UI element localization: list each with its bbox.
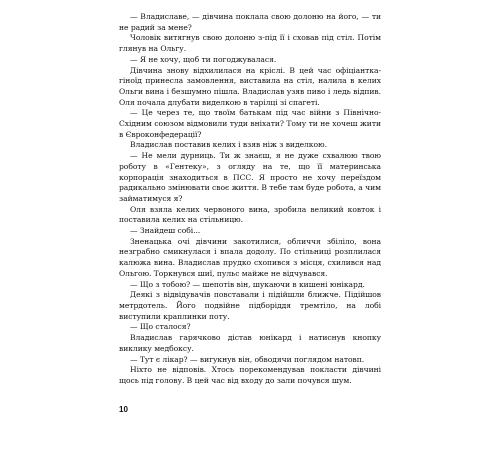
paragraph: Чоловік витягнув свою долоню з-під її і сховав під стіл. Потім глянув на Ольгу. [119,33,381,54]
paragraph: Зненацька очі дівчини закотилися, обличчя збіліло, вона незграбно смикнулася і впала додолу. По стільниці розплилася калюжа вина. Владислав прудко схопився з місця, схилився над Ольгою. Торкнувся шиї, пульс майже не відчувався. [119,236,381,278]
paragraph: — Що з тобою? — шепотів він, шукаючи в кишені юнікард. [130,279,365,289]
paragraph: Деякі з відвідувачів повставали і підійшли ближче. Підійшов метрдотель. Його подвійне підборіддя тремтіло, на лобі виступили краплинки поту. [119,290,381,321]
paragraph: — Тут є лікар? — вигукнув він, обводячи поглядом натовп. [130,354,365,364]
paragraph: Ніхто не відповів. Хтось порекомендував покласти дівчині щось під голову. В цей час від входу до зали почувся шум. [119,365,381,385]
paragraph: — Владиславе, — дівчина поклала свою долоню на його, — ти не радий за мене? [119,12,381,32]
paragraph: — Я не хочу, щоб ти погоджувалася. [130,54,277,64]
page-text-block [119,12,381,387]
paragraph: Владислав гарячково дістав юнікард і натиснув кнопку виклику медбоксу. [119,333,381,353]
paragraph: — Це через те, що твоїм батькам під час війни з Північно-Східним союзом відмовили туди вніхати? Тому ти не хочеш жити в Євроконфедерації? [119,108,381,139]
paragraph: Дівчина знову відхилилася на кріслі. В цей час офіціантка-гіноїд принесла замовлення, виставила на стіл, налила в келих Ольги вина і безшумно пішла. Владислав узяв пиво і ледь відпив. Оля почала длубати виделкою в тарілці зі спагеті. [119,65,381,107]
paragraph: — Знайдеш собі... [130,226,201,236]
paragraph: — Що сталося? [130,322,191,332]
paragraph: — Не мели дурниць. Ти ж знаєш, я не дуже схвалюю твою роботу в «Гентеку», з огляду на те, що її материнська корпорація знаходиться в ПСС. Я просто не хочу переїздом радикально змінювати своє життя. В тебе там буде робота, а чим займатимуся я? [119,151,381,203]
paragraph: Оля взяла келих червоного вина, зробила великий ковток і поставила келих на стільницю. [119,204,381,225]
page-number: 10 [119,405,128,414]
paragraph: Владислав поставив келих і взяв ніж з виделкою. [130,140,327,150]
